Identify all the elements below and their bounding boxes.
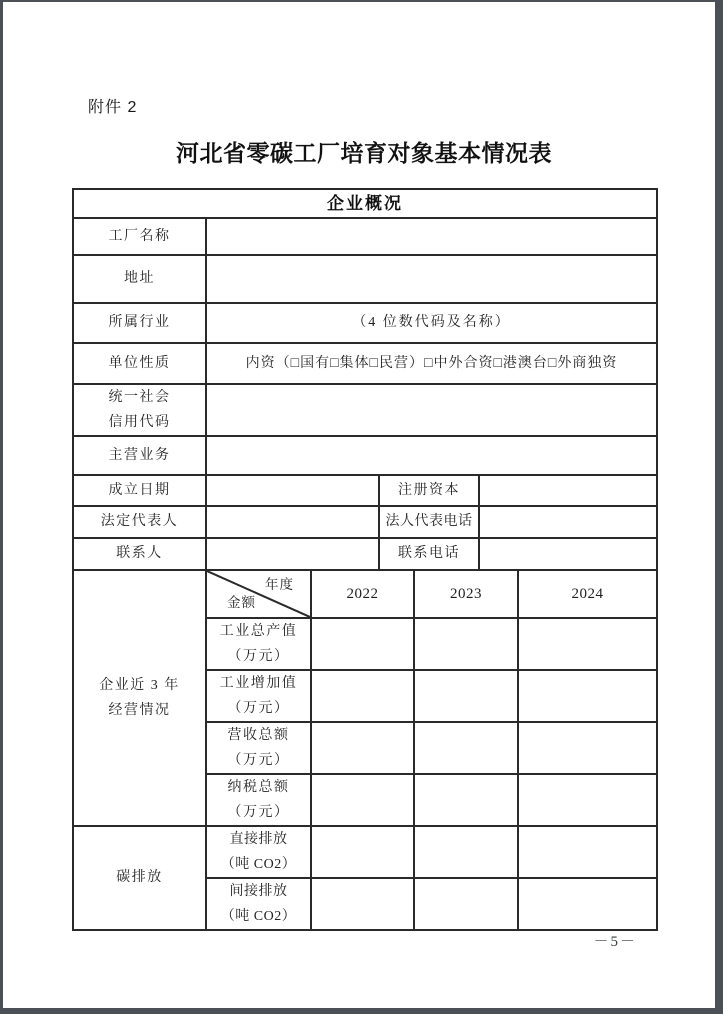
operations-section-label [73, 570, 206, 826]
diagonal-label-year: 年度 [265, 577, 294, 592]
establish-date-label: 成立日期 [73, 475, 206, 506]
year-header-2023: 2023 [414, 570, 518, 618]
revenue-2022-cell [311, 722, 414, 774]
metric-added-value-label [206, 670, 311, 722]
direct-emission-2023-cell [414, 826, 518, 878]
metric-label-line1: 工业增加值 [219, 676, 298, 691]
table-row [73, 570, 657, 618]
metric-label-line1: 工业总产值 [219, 624, 298, 639]
table-row [73, 506, 657, 538]
table-emissions [72, 825, 658, 931]
gross-output-2024-cell [518, 618, 657, 670]
gross-output-2023-cell [414, 618, 518, 670]
industry-label: 所属行业 [73, 303, 206, 343]
credit-code-label [73, 384, 206, 436]
table-row [73, 303, 657, 343]
metric-label-line1: 直接排放 [229, 832, 288, 847]
credit-code-input-cell [206, 384, 657, 436]
direct-emission-2022-cell [311, 826, 414, 878]
metric-label-line2: （吨 CO2） [220, 857, 297, 872]
indirect-emission-2024-cell [518, 878, 657, 930]
company-profile-table [72, 188, 656, 931]
added-value-2024-cell [518, 670, 657, 722]
unit-nature-label: 单位性质 [73, 343, 206, 384]
added-value-2023-cell [414, 670, 518, 722]
gross-output-2022-cell [311, 618, 414, 670]
table-operations [72, 569, 658, 827]
metric-gross-output-label [206, 618, 311, 670]
metric-label-line2: （万元） [227, 649, 290, 664]
table-row [73, 218, 657, 255]
contact-input-cell [206, 538, 379, 570]
attachment-label: 附件 2 [88, 99, 138, 116]
table-contacts [72, 474, 658, 571]
legal-rep-input-cell [206, 506, 379, 538]
factory-name-label: 工厂名称 [73, 218, 206, 255]
metric-label-line2: （吨 CO2） [220, 909, 297, 924]
table-row [73, 189, 657, 218]
diagonal-label-amount: 金额 [227, 595, 256, 610]
revenue-2023-cell [414, 722, 518, 774]
legal-rep-label: 法定代表人 [73, 506, 206, 538]
metric-tax-label [206, 774, 311, 826]
table-row [73, 538, 657, 570]
table-row [73, 384, 657, 436]
emissions-section-label: 碳排放 [73, 826, 206, 930]
contact-label: 联系人 [73, 538, 206, 570]
metric-direct-emission-label [206, 826, 311, 878]
metric-label-line1: 间接排放 [229, 884, 288, 899]
metric-indirect-emission-label [206, 878, 311, 930]
tax-2023-cell [414, 774, 518, 826]
unit-nature-options-cell: 内资（□国有□集体□民营）□中外合资□港澳台□外商独资 [206, 343, 657, 384]
industry-input-cell: （4 位数代码及名称） [206, 303, 657, 343]
main-business-input-cell [206, 436, 657, 475]
diagonal-header-cell [206, 570, 311, 618]
indirect-emission-2023-cell [414, 878, 518, 930]
table-row [73, 343, 657, 384]
operations-section-label-line2: 经营情况 [108, 703, 171, 718]
diagonal-line [207, 571, 310, 617]
revenue-2024-cell [518, 722, 657, 774]
main-business-label: 主营业务 [73, 436, 206, 475]
legal-rep-phone-input-cell [479, 506, 657, 538]
direct-emission-2024-cell [518, 826, 657, 878]
operations-section-label-line1: 企业近 3 年 [99, 678, 180, 693]
table-row [73, 255, 657, 303]
metric-revenue-label [206, 722, 311, 774]
contact-phone-input-cell [479, 538, 657, 570]
factory-name-input-cell [206, 218, 657, 255]
added-value-2022-cell [311, 670, 414, 722]
address-input-cell [206, 255, 657, 303]
indirect-emission-2022-cell [311, 878, 414, 930]
tax-2022-cell [311, 774, 414, 826]
credit-code-label-line2: 信用代码 [108, 415, 171, 430]
metric-label-line2: （万元） [227, 701, 290, 716]
address-label: 地址 [73, 255, 206, 303]
year-header-2022: 2022 [311, 570, 414, 618]
metric-label-line1: 营收总额 [227, 728, 290, 743]
metric-label-line1: 纳税总额 [227, 780, 290, 795]
registered-capital-input-cell [479, 475, 657, 506]
table-section-header [72, 188, 658, 219]
metric-label-line2: （万元） [227, 805, 290, 820]
table-row [73, 436, 657, 475]
tax-2024-cell [518, 774, 657, 826]
table-row [73, 475, 657, 506]
page-title: 河北省零碳工厂培育对象基本情况表 [176, 141, 552, 166]
table-row [73, 826, 657, 878]
contact-phone-label: 联系电话 [379, 538, 479, 570]
section-header-cell: 企业概况 [73, 189, 657, 218]
metric-label-line2: （万元） [227, 753, 290, 768]
table-basic-info [72, 217, 658, 476]
registered-capital-label: 注册资本 [379, 475, 479, 506]
legal-rep-phone-label: 法人代表电话 [379, 506, 479, 538]
page-number: －5－ [593, 934, 637, 950]
credit-code-label-line1: 统一社会 [108, 390, 171, 405]
year-header-2024: 2024 [518, 570, 657, 618]
establish-date-input-cell [206, 475, 379, 506]
